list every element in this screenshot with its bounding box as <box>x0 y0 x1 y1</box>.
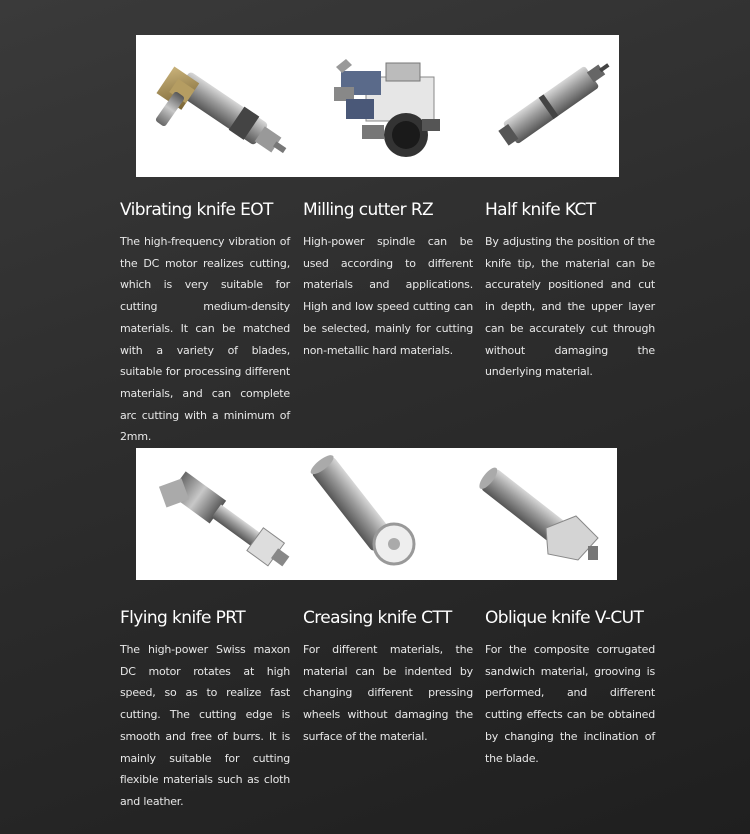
oblique-knife-v-cut-photo <box>476 465 598 560</box>
tool-card-creasing-knife-ctt <box>303 608 473 748</box>
product-photos-top <box>136 35 619 177</box>
tool-description: By adjusting the position of the knife tip, the material can be accurately positioned and cut in depth, and the upper layer can be accurately cut through without damaging the underlying material. <box>485 235 655 379</box>
tool-description: For the composite corrugated sandwich material, grooving is performed, and different cutting effects can be obtained by changing the inclination of the blade. <box>485 643 655 765</box>
tool-card-half-knife-kct <box>485 200 655 383</box>
tool-title: Flying knife PRT <box>120 608 246 628</box>
product-photos-bottom <box>136 448 617 580</box>
tool-title: Vibrating knife EOT <box>120 200 273 220</box>
tool-card-flying-knife-prt <box>120 608 290 813</box>
half-knife-kct-photo <box>496 54 616 149</box>
vibrating-knife-eot-photo <box>155 67 293 163</box>
tool-description: The high-power Swiss maxon DC motor rotates at high speed, so as to realize fast cutting. The cutting edge is smooth and free of burrs. It is mainly suitable for cutting flexible materials such as cloth and leather. <box>120 643 290 808</box>
tool-title: Creasing knife CTT <box>303 608 452 628</box>
tool-card-milling-cutter-rz <box>303 200 473 361</box>
tool-card-oblique-knife-v-cut <box>485 608 655 769</box>
tool-description: For different materials, the material can be indented by changing different pressing wheels without damaging the surface of the material. <box>303 643 473 743</box>
product-banner-bottom <box>136 448 617 580</box>
tool-description: High-power spindle can be used according to different materials and applications. High and low speed cutting can be selected, mainly for cutting non-metallic hard materials. <box>303 235 473 357</box>
creasing-knife-ctt-photo <box>308 452 414 564</box>
flying-knife-prt-photo <box>159 471 294 572</box>
tool-card-vibrating-knife-eot <box>120 200 290 448</box>
tool-description: The high-frequency vibration of the DC motor realizes cutting, which is very suitable for cutting medium-density materials. It can be matched with a variety of blades, suitable for processing different materials, and can complete arc cutting with a minimum of 2mm. <box>120 235 290 444</box>
tool-title: Oblique knife V-CUT <box>485 608 644 628</box>
product-banner-top <box>136 35 619 177</box>
tool-title: Half knife KCT <box>485 200 596 220</box>
tool-title: Milling cutter RZ <box>303 200 434 220</box>
milling-cutter-rz-photo <box>334 59 440 157</box>
